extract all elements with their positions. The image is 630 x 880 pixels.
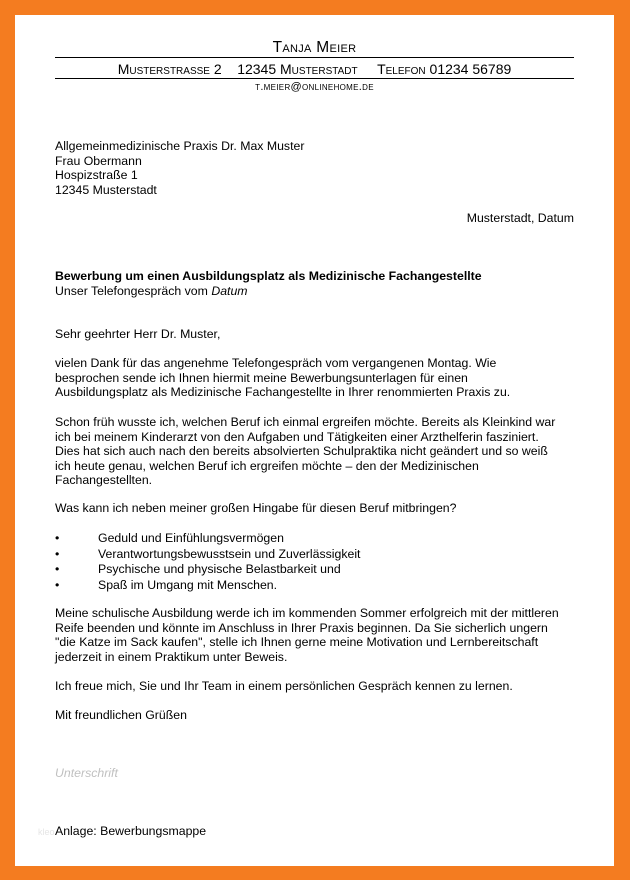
paragraph-line: besprochen sende ich Ihnen hiermit meine Bewerbungsunterlagen für einen (55, 370, 468, 385)
sender-street: Musterstrasse 2 (117, 61, 222, 77)
sender-email: t.meier@onlinehome.de (255, 81, 374, 93)
paragraph-line: Ausbildungsplatz als Medizinische Fachangestellte in Ihrer renommierten Praxis zu. (55, 385, 511, 400)
sender-name: Tanja Meier (272, 39, 357, 56)
paragraph-4 (55, 606, 559, 664)
recipient-line: Hospizstraße 1 (55, 168, 138, 183)
subject-reference-date: Datum (211, 283, 248, 298)
list-item (55, 531, 360, 547)
list-item-text: Spaß im Umgang mit Menschen. (98, 577, 278, 592)
paragraph-line: Reife beenden und könnte im Anschluss in Ihrer Praxis beginnen. Da Sie sicherlich ungern (55, 620, 548, 635)
subject-reference (55, 284, 482, 299)
recipient-line: 12345 Musterstadt (55, 182, 157, 197)
paragraph-line: jederzeit in einem Praktikum unter Beweis. (55, 649, 288, 664)
header-rule-bottom (55, 78, 574, 79)
paragraph-line: Meine schulische Ausbildung werde ich im kommenden Sommer erfolgreich mit der mittleren (55, 606, 559, 620)
paragraph-2 (55, 415, 555, 488)
list-item-text: Psychische und physische Belastbarkeit und (98, 562, 341, 577)
recipient-line: Frau Obermann (55, 153, 142, 168)
paragraph-line: "die Katze im Sack kaufen", stelle ich Ihnen gerne meine Motivation und Lernbereitschaft (55, 635, 539, 650)
paragraph-line: Schon früh wusste ich, welchen Beruf ich einmal ergreifen möchte. Bereits als Kleinkind war (55, 415, 556, 429)
bullet-icon: • (55, 531, 60, 545)
letter-page (15, 15, 614, 866)
paragraph-5: Ich freue mich, Sie und Ihr Team in einem persönlichen Gespräch kennen zu lernen. (55, 679, 513, 693)
subject-block (55, 269, 482, 298)
subject-title: Bewerbung um einen Ausbildungsplatz als Medizinische Fachangestellte (55, 269, 482, 283)
paragraph-1 (55, 356, 510, 400)
paragraph-line: Dies hat sich auch nach den bereits absolvierten Schulpraktika nicht geändert und so weiß (55, 444, 548, 459)
sender-phone: Telefon 01234 56789 (377, 61, 512, 77)
signature-placeholder: Unterschrift (55, 766, 118, 780)
bullet-icon: • (55, 546, 60, 561)
salutation: Sehr geehrter Herr Dr. Muster, (55, 327, 221, 341)
paragraph-line: Fachangestellten. (55, 473, 153, 488)
paragraph-line: ich bei meinem Kinderarzt von den Aufgaben und Tätigkeiten einer Arzthelferin fasziniert. (55, 429, 539, 444)
list-item (55, 578, 360, 594)
list-item (55, 562, 360, 578)
sender-contact-line (15, 61, 614, 77)
recipient-address (55, 139, 304, 197)
bullet-icon: • (55, 577, 60, 592)
sender-city: 12345 Musterstadt (237, 61, 358, 77)
paragraph-line: vielen Dank für das angenehme Telefongespräch vom vergangenen Montag. Wie (55, 356, 497, 370)
watermark: kleo (38, 827, 55, 837)
closing: Mit freundlichen Grüßen (55, 708, 187, 722)
list-item (55, 547, 360, 563)
list-item-text: Verantwortungsbewusstsein und Zuverlässigkeit (98, 546, 361, 561)
bullet-icon: • (55, 562, 60, 577)
letter-date: Musterstadt, Datum (466, 211, 574, 225)
recipient-line: Allgemeinmedizinische Praxis Dr. Max Muster (55, 139, 305, 153)
attachment-note: Anlage: Bewerbungsmappe (55, 824, 207, 838)
list-item-text: Geduld und Einfühlungsvermögen (98, 531, 284, 545)
paragraph-line: ich heute genau, welchen Beruf ich ergreifen möchte – den der Medizinischen (55, 458, 479, 473)
subject-reference-prefix: Unser Telefongespräch vom (55, 283, 212, 298)
header-rule-top (55, 57, 574, 58)
paragraph-3: Was kann ich neben meiner großen Hingabe für diesen Beruf mitbringen? (55, 501, 457, 515)
qualities-list (55, 531, 360, 593)
